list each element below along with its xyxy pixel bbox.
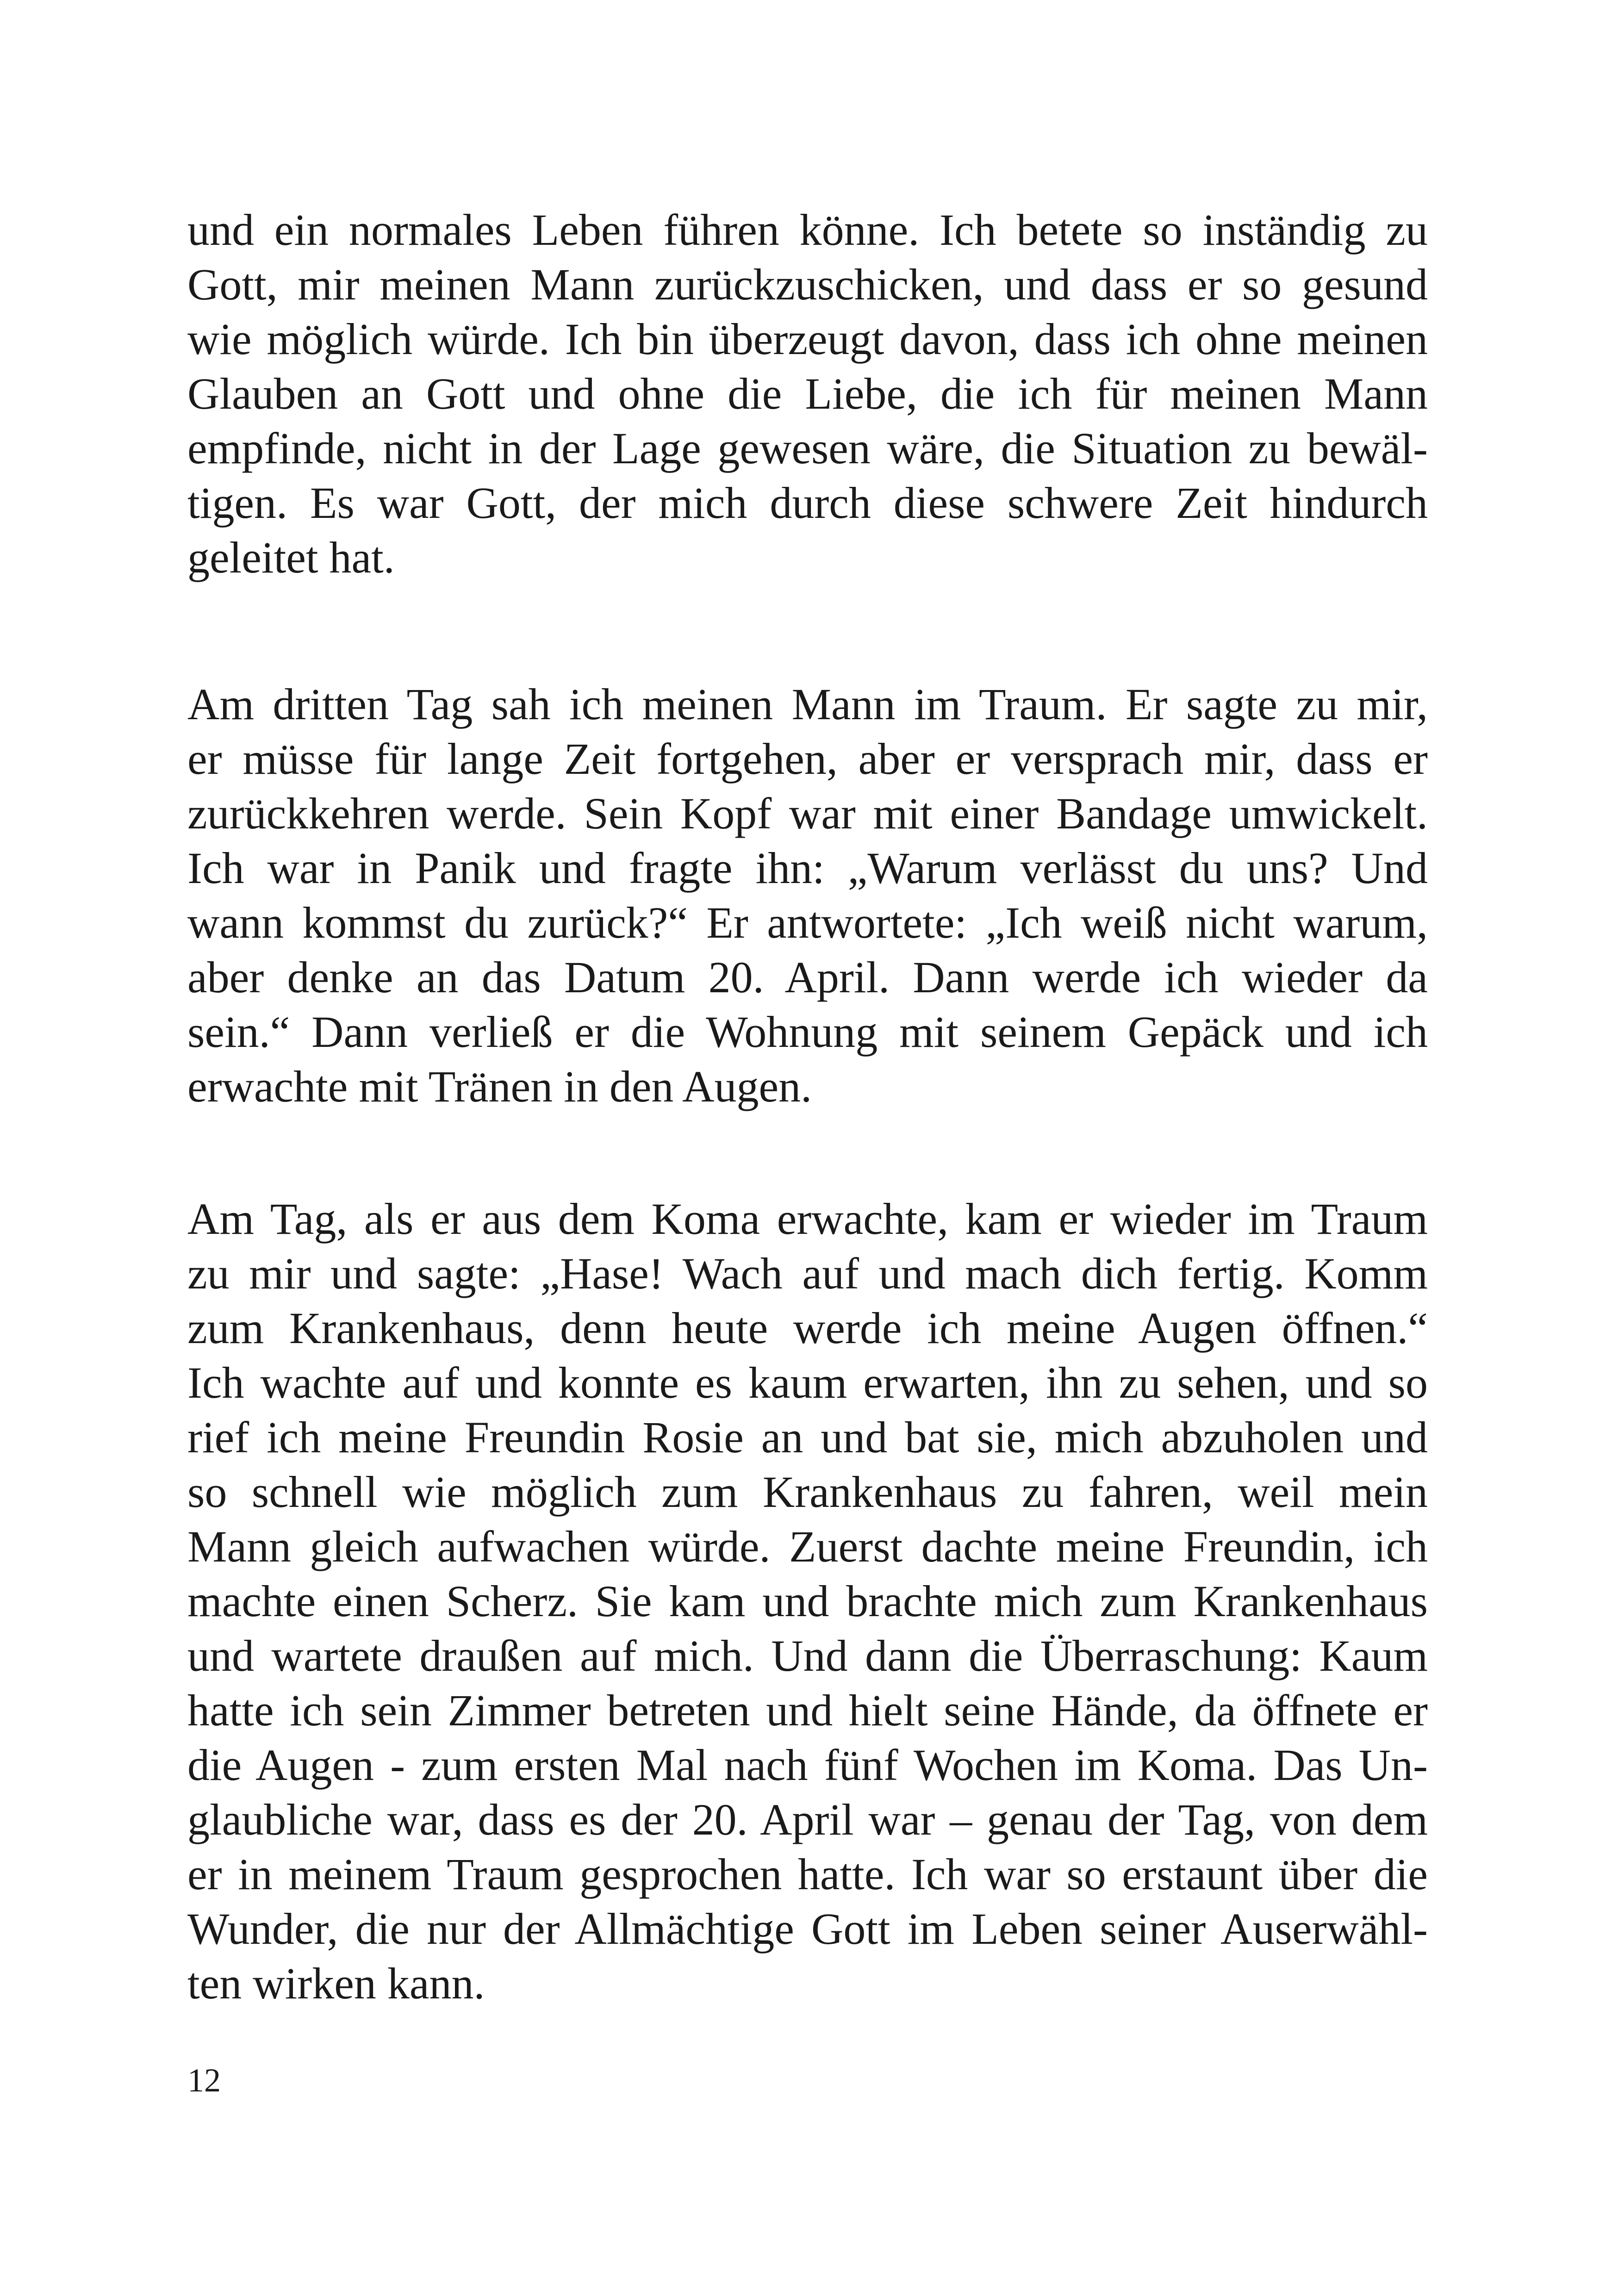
text-line: aber denke an das Datum 20. April. Dann werde ich wieder da	[187, 952, 1428, 1002]
text-line: und wartete draußen auf mich. Und dann die Überraschung: Kaum	[187, 1631, 1428, 1680]
paragraph-3	[187, 1192, 1428, 2011]
text-line: hatte ich sein Zimmer betreten und hielt seine Hände, da öffnete er	[187, 1686, 1428, 1735]
paragraph-2	[187, 677, 1428, 1114]
text-line: wie möglich würde. Ich bin überzeugt davon, dass ich ohne meinen	[187, 314, 1428, 364]
text-line: Ich war in Panik und fragte ihn: „Warum verlässt du uns? Und	[187, 843, 1428, 893]
text-line: Am dritten Tag sah ich meinen Mann im Traum. Er sagte zu mir,	[187, 679, 1428, 729]
text-line: die Augen - zum ersten Mal nach fünf Wochen im Koma. Das Un-	[187, 1740, 1428, 1790]
text-line: geleitet hat.	[187, 533, 395, 582]
text-line: empfinde, nicht in der Lage gewesen wäre, die Situation zu bewäl-	[187, 423, 1428, 473]
text-line: er in meinem Traum gesprochen hatte. Ich war so erstaunt über die	[187, 1849, 1428, 1899]
text-line: tigen. Es war Gott, der mich durch diese schwere Zeit hindurch	[187, 478, 1428, 528]
text-line: wann kommst du zurück?“ Er antwortete: „Ich weiß nicht warum,	[187, 898, 1428, 947]
text-line: Wunder, die nur der Allmächtige Gott im Leben seiner Auserwähl-	[187, 1904, 1428, 1954]
text-line: Ich wachte auf und konnte es kaum erwarten, ihn zu sehen, und so	[187, 1358, 1428, 1407]
page-number: 12	[187, 2062, 221, 2099]
text-line: zurückkehren werde. Sein Kopf war mit einer Bandage umwickelt.	[187, 789, 1428, 838]
text-line: erwachte mit Tränen in den Augen.	[187, 1062, 812, 1111]
text-line: sein.“ Dann verließ er die Wohnung mit seinem Gepäck und ich	[187, 1007, 1428, 1057]
paragraph-1	[187, 203, 1428, 585]
text-line: und ein normales Leben führen könne. Ich betete so inständig zu	[187, 205, 1428, 255]
text-line: zum Krankenhaus, denn heute werde ich meine Augen öffnen.“	[187, 1303, 1428, 1353]
text-line: glaubliche war, dass es der 20. April war – genau der Tag, von dem	[187, 1795, 1428, 1844]
text-line: Mann gleich aufwachen würde. Zuerst dachte meine Freundin, ich	[187, 1522, 1428, 1571]
text-line: zu mir und sagte: „Hase! Wach auf und mach dich fertig. Komm	[187, 1249, 1428, 1298]
text-line: er müsse für lange Zeit fortgehen, aber er versprach mir, dass er	[187, 734, 1428, 784]
text-line: Am Tag, als er aus dem Koma erwachte, kam er wieder im Traum	[187, 1194, 1428, 1244]
text-line: so schnell wie möglich zum Krankenhaus zu fahren, weil mein	[187, 1467, 1428, 1517]
text-line: rief ich meine Freundin Rosie an und bat sie, mich abzuholen und	[187, 1412, 1428, 1462]
text-line: Glauben an Gott und ohne die Liebe, die ich für meinen Mann	[187, 369, 1428, 418]
text-line: machte einen Scherz. Sie kam und brachte mich zum Krankenhaus	[187, 1576, 1428, 1626]
text-line: Gott, mir meinen Mann zurückzuschicken, und dass er so gesund	[187, 260, 1428, 309]
text-line: ten wirken kann.	[187, 1959, 485, 2008]
